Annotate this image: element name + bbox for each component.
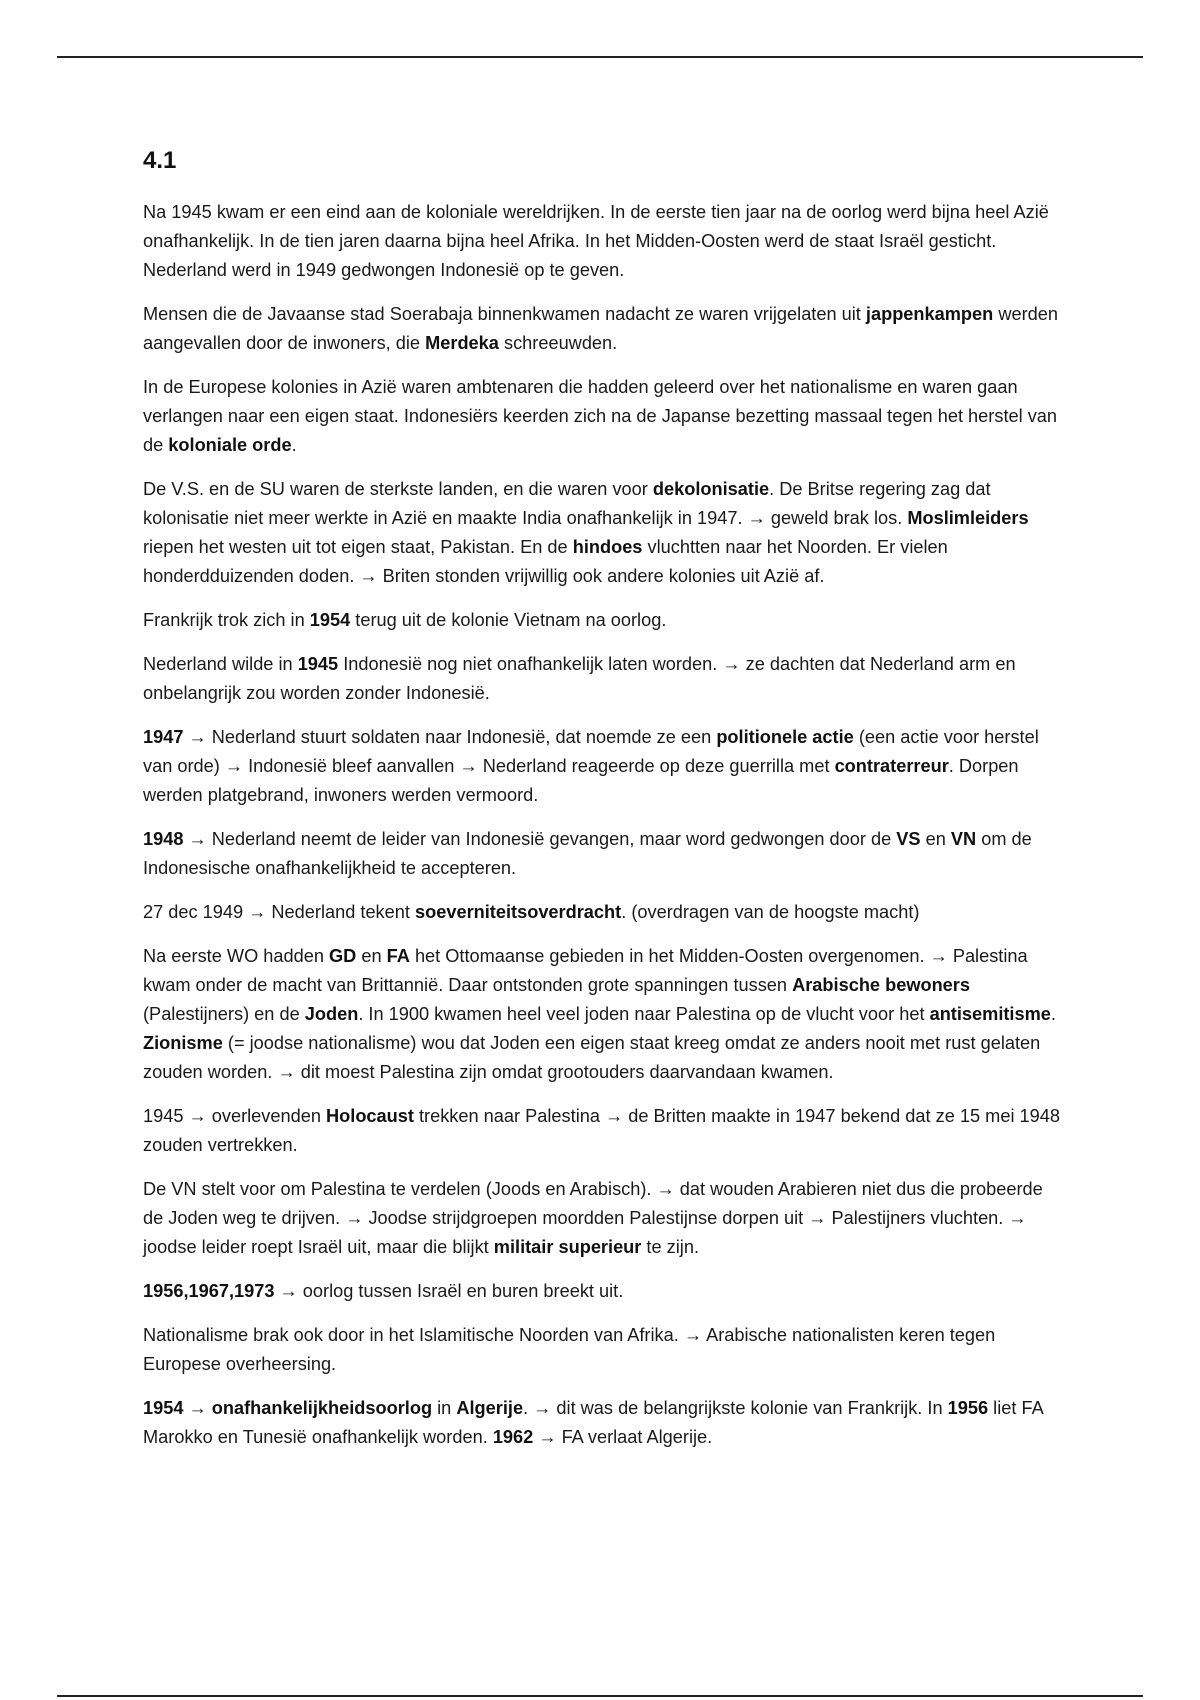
text-run: (een actie voor herstel van orde) → Indonesië bleef aanvallen → Nederland reageerde op deze guerrilla met: [143, 727, 1039, 776]
paragraph: [143, 1175, 1063, 1262]
text-run: . Dorpen werden platgebrand, inwoners werden vermoord.: [143, 756, 1019, 805]
bold-term: koloniale orde: [168, 435, 292, 455]
paragraph: [143, 373, 1063, 460]
bold-term: VN: [950, 829, 977, 849]
text-run: schreeuwden.: [498, 333, 618, 353]
paragraph: [143, 1277, 1063, 1306]
text-run: trekken naar Palestina → de Britten maakte in 1947 bekend dat ze 15 mei 1948 zouden vertrekken.: [143, 1106, 1060, 1155]
bold-term: soeverniteitsoverdracht: [415, 902, 622, 922]
text-run: .: [1050, 1004, 1056, 1024]
text-run: De V.S. en de SU waren de sterkste landen, en die waren voor: [143, 479, 653, 499]
top-rule: [57, 56, 1143, 58]
paragraph: [143, 825, 1063, 883]
text-run: In de Europese kolonies in Azië waren ambtenaren die hadden geleerd over het nationalisme en waren gaan verlangen naar een eigen staat. Indonesiërs keerden zich na de Japanse bezetting massaal tegen het herstel van de: [143, 377, 1058, 455]
bold-term: antisemitisme: [929, 1004, 1051, 1024]
document-body: [143, 140, 1063, 1467]
paragraph: [143, 475, 1063, 591]
bold-term: 1947: [143, 727, 184, 747]
paragraph-list: [143, 198, 1063, 1452]
bold-term: Joden: [304, 1004, 359, 1024]
text-run: .: [291, 435, 297, 455]
text-run: 27 dec 1949 → Nederland tekent: [143, 902, 415, 922]
bold-term: GD: [329, 946, 357, 966]
text-run: liet FA Marokko en Tunesië onafhankelijk worden.: [143, 1398, 1043, 1447]
text-run: Frankrijk trok zich in: [143, 610, 310, 630]
paragraph: [143, 1321, 1063, 1379]
text-run: Na 1945 kwam er een eind aan de koloniale wereldrijken. In de eerste tien jaar na de oorlog werd bijna heel Azië onafhankelijk. In de tien jaren daarna bijna heel Afrika. In het Midden-Oosten werd de staat Israël gesticht. Nederland werd in 1949 gedwongen Indonesië op te geven.: [143, 202, 1049, 280]
bold-term: Algerije: [456, 1398, 524, 1418]
bold-term: Zionisme: [143, 1033, 223, 1053]
bold-term: contraterreur: [834, 756, 949, 776]
bold-term: 1956: [947, 1398, 989, 1418]
paragraph: [143, 1394, 1063, 1452]
text-run: . (overdragen van de hoogste macht): [621, 902, 920, 922]
bold-term: VS: [896, 829, 921, 849]
text-run: en: [920, 829, 951, 849]
bold-term: jappenkampen: [865, 304, 994, 324]
text-run: 1945 → overlevenden: [143, 1106, 327, 1126]
bold-term: 1954: [143, 1398, 184, 1418]
text-run: (= joodse nationalisme) wou dat Joden een eigen staat kreeg omdat ze anders nooit met rust gelaten zouden worden. → dit moest Palestina zijn omdat grootouders daarvandaan kwamen.: [143, 1033, 1041, 1082]
paragraph: [143, 650, 1063, 708]
bold-term: Arabische bewoners: [792, 975, 970, 995]
text-run: → Nederland stuurt soldaten naar Indonesië, dat noemde ze een: [183, 727, 717, 747]
bold-term: 1954: [309, 610, 351, 630]
paragraph: [143, 942, 1063, 1087]
bold-term: FA: [386, 946, 410, 966]
section-heading: 4.1: [143, 147, 177, 174]
text-run: Na eerste WO hadden: [143, 946, 330, 966]
text-run: . De Britse regering zag dat kolonisatie niet meer werkte in Azië en maakte India onafhankelijk in 1947. → geweld brak los.: [143, 479, 991, 528]
text-run: → FA verlaat Algerije.: [533, 1427, 713, 1447]
paragraph: [143, 723, 1063, 810]
text-run: Nederland wilde in: [143, 654, 298, 674]
text-run: werden aangevallen door de inwoners, die: [143, 304, 1058, 353]
bold-term: dekolonisatie: [652, 479, 770, 499]
text-run: vluchtten naar het Noorden. Er vielen honderdduizenden doden. → Briten stonden vrijwillig ook andere kolonies uit Azië af.: [143, 537, 948, 586]
bold-term: 1948: [143, 829, 184, 849]
text-run: . → dit was de belangrijkste kolonie van Frankrijk. In: [523, 1398, 948, 1418]
text-run: →: [183, 1398, 212, 1418]
bold-term: 1962: [492, 1427, 534, 1447]
bold-term: Merdeka: [425, 333, 499, 353]
text-run: en: [356, 946, 387, 966]
text-run: in: [432, 1398, 457, 1418]
text-run: . In 1900 kwamen heel veel joden naar Palestina op de vlucht voor het: [358, 1004, 930, 1024]
paragraph: [143, 198, 1063, 285]
bold-term: Moslimleiders: [907, 508, 1029, 528]
paragraph: [143, 300, 1063, 358]
bold-term: politionele actie: [716, 727, 854, 747]
text-run: → oorlog tussen Israël en buren breekt uit.: [274, 1281, 624, 1301]
bold-term: 1956,1967,1973: [143, 1281, 275, 1301]
text-run: (Palestijners) en de: [143, 1004, 305, 1024]
bold-term: hindoes: [572, 537, 643, 557]
bold-term: onafhankelijkheidsoorlog: [211, 1398, 433, 1418]
bold-term: Holocaust: [326, 1106, 414, 1126]
text-run: → Nederland neemt de leider van Indonesië gevangen, maar word gedwongen door de: [183, 829, 897, 849]
text-run: om de Indonesische onafhankelijkheid te accepteren.: [143, 829, 1032, 878]
text-run: De VN stelt voor om Palestina te verdelen (Joods en Arabisch). → dat wouden Arabieren niet dus die probeerde de Joden weg te drijven. → Joodse strijdgroepen moordden Palestijnse dorpen uit → Palestijners vluchten. → joodse leider roept Israël uit, maar die blijkt: [143, 1179, 1043, 1257]
bold-term: militair superieur: [493, 1237, 642, 1257]
paragraph: [143, 898, 1063, 927]
paragraph: [143, 1102, 1063, 1160]
text-run: het Ottomaanse gebieden in het Midden-Oosten overgenomen. → Palestina kwam onder de macht van Brittannië. Daar ontstonden grote spanningen tussen: [143, 946, 1028, 995]
text-run: riepen het westen uit tot eigen staat, Pakistan. En de: [143, 537, 573, 557]
text-run: Mensen die de Javaanse stad Soerabaja binnenkwamen nadacht ze waren vrijgelaten uit: [143, 304, 866, 324]
paragraph: [143, 606, 1063, 635]
text-run: Indonesië nog niet onafhankelijk laten worden. → ze dachten dat Nederland arm en onbelangrijk zou worden zonder Indonesië.: [143, 654, 1016, 703]
bold-term: 1945: [297, 654, 339, 674]
text-run: te zijn.: [641, 1237, 699, 1257]
bottom-rule: [57, 1695, 1143, 1697]
text-run: Nationalisme brak ook door in het Islamitische Noorden van Afrika. → Arabische nationalisten keren tegen Europese overheersing.: [143, 1325, 996, 1374]
text-run: terug uit de kolonie Vietnam na oorlog.: [350, 610, 667, 630]
